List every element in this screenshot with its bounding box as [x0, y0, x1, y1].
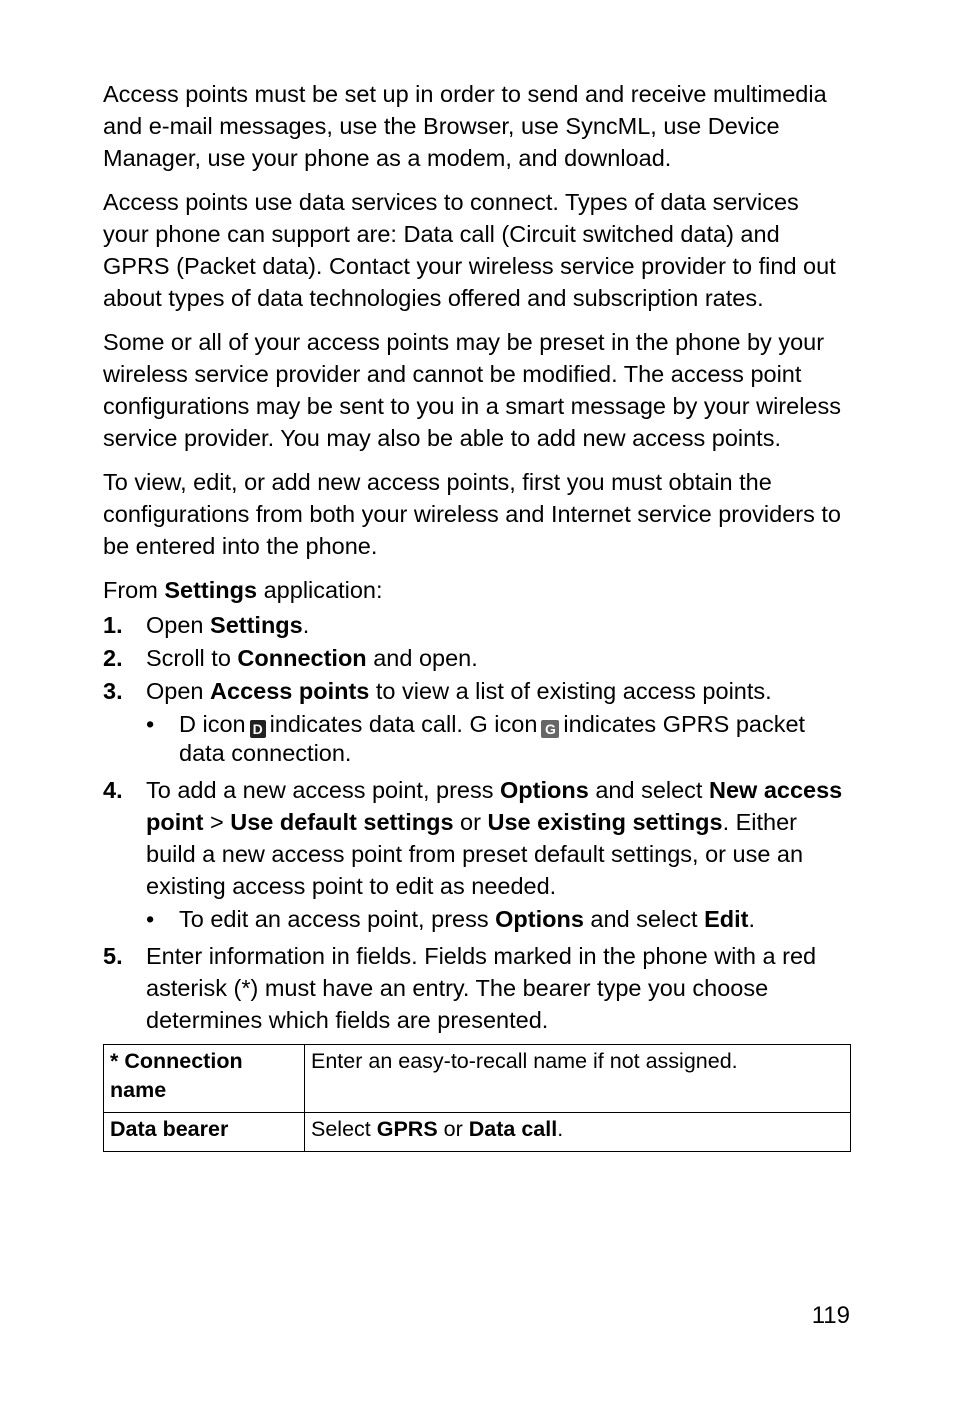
step-3-bullet	[103, 710, 851, 768]
intro-text: From	[103, 577, 165, 603]
step-3	[103, 675, 851, 707]
cell-term: Data call	[468, 1117, 558, 1141]
intro-text-end: application:	[257, 577, 383, 603]
bullet-term: Edit	[704, 906, 749, 932]
manual-page-body	[103, 78, 851, 1152]
table-row	[104, 1045, 851, 1113]
step-number: 4.	[103, 777, 123, 803]
table-row	[104, 1113, 851, 1152]
step-term: Use default settings	[230, 809, 454, 835]
field-description-cell: Enter an easy-to-recall name if not assigned.	[305, 1045, 851, 1113]
gprs-icon: G	[541, 720, 559, 738]
step-term: Options	[500, 777, 589, 803]
bullet-text: and select	[583, 906, 705, 932]
step-term: Access points	[210, 678, 370, 704]
step-number: 1.	[103, 612, 123, 638]
step-number: 3.	[103, 678, 123, 704]
step-term: Settings	[210, 612, 303, 638]
bullet-text: indicates GPRS packet data connection.	[179, 711, 806, 766]
settings-intro	[103, 574, 851, 606]
bullet-text-end: .	[748, 906, 756, 932]
step-text-end: . Either build a new access point from preset default settings, or use an existing access point to edit as needed.	[146, 809, 804, 899]
field-name-cell: Data bearer	[104, 1113, 305, 1152]
step-4	[103, 774, 851, 902]
step-text: Enter information in fields. Fields marked in the phone with a red asterisk (*) must have an entry. The bearer type you choose determines which fields are presented.	[146, 943, 817, 1033]
cell-term: GPRS	[376, 1117, 438, 1141]
step-4-bullet	[103, 905, 851, 934]
cell-text: Select	[311, 1117, 377, 1141]
intro-settings-term: Settings	[164, 577, 258, 603]
field-name-cell: * Connection name	[104, 1045, 305, 1113]
step-1	[103, 609, 851, 641]
bullet-term: Options	[495, 906, 584, 932]
bullet-text: D icon	[179, 711, 246, 737]
step-text: Open	[146, 612, 211, 638]
access-point-fields-table	[103, 1044, 851, 1152]
bullet-text: To edit an access point, press	[179, 906, 496, 932]
step-text: and select	[588, 777, 709, 803]
step-2	[103, 642, 851, 674]
step-text-end: to view a list of existing access points.	[369, 678, 772, 704]
step-5	[103, 940, 851, 1036]
field-description-cell	[305, 1113, 851, 1152]
step-number: 5.	[103, 943, 123, 969]
paragraph-data-services: Access points use data services to connect. Types of data services your phone can support are: Data call (Circuit switched data) and GPRS (Packet data). Contact your wireless service provider to find out about types of data technologies offered and subscription rates.	[103, 189, 836, 311]
paragraph-access-points-purpose: Access points must be set up in order to send and receive multimedia and e-mail messages, use the Browser, use SyncML, use Device Manager, use your phone as a modem, and download.	[103, 81, 827, 171]
paragraph-obtain-configurations: To view, edit, or add new access points, first you must obtain the configurations from both your wireless and Internet service providers to be entered into the phone.	[103, 469, 841, 559]
step-text: >	[203, 809, 231, 835]
bullet-text: indicates data call. G icon	[269, 711, 538, 737]
step-term: Use existing settings	[487, 809, 723, 835]
step-term: Connection	[237, 645, 367, 671]
step-term: New access point	[146, 777, 843, 835]
bullet-dot: •	[146, 906, 155, 932]
step-text: Scroll to	[146, 645, 238, 671]
step-text-end: .	[302, 612, 310, 638]
bullet-dot: •	[146, 711, 155, 737]
step-text: To add a new access point, press	[146, 777, 501, 803]
page-number: 119	[811, 1302, 850, 1329]
paragraph-preset-access-points: Some or all of your access points may be preset in the phone by your wireless service provider and cannot be modified. The access point configurations may be sent to you in a smart message by your wireless service provider. You may also be able to add new access points.	[103, 329, 841, 451]
step-number: 2.	[103, 645, 123, 671]
step-text: Open	[146, 678, 211, 704]
step-text: or	[453, 809, 488, 835]
cell-text-end: .	[557, 1117, 564, 1141]
step-text-end: and open.	[366, 645, 478, 671]
data-call-icon: D	[250, 720, 266, 738]
cell-text: or	[437, 1117, 469, 1141]
